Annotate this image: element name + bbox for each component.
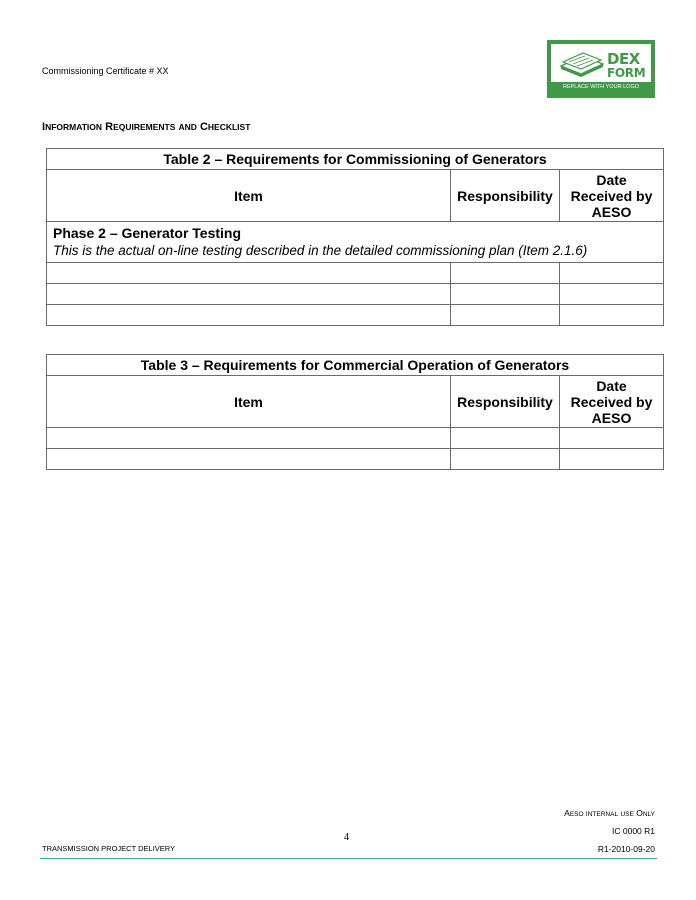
section-heading-text: INFORMATION REQUIREMENTS AND CHECKLIST	[42, 121, 251, 133]
column-header-responsibility: Responsibility	[451, 170, 560, 222]
date-cell[interactable]	[560, 428, 664, 449]
date-cell[interactable]	[560, 284, 664, 305]
table-row	[47, 263, 664, 284]
table-title: Table 3 – Requirements for Commercial Operation of Generators	[47, 355, 664, 376]
footer-revision: R1-2010-09-20	[597, 844, 655, 854]
certificate-title: Commissioning Certificate # XX	[42, 66, 169, 76]
item-cell[interactable]	[47, 263, 451, 284]
responsibility-cell[interactable]	[451, 305, 560, 326]
page-number: 4	[344, 832, 349, 843]
table-row	[47, 428, 664, 449]
logo-tagline: REPLACE WITH YOUR LOGO	[563, 84, 639, 90]
phase-title: Phase 2 – Generator Testing	[53, 225, 242, 241]
date-cell[interactable]	[560, 263, 664, 284]
footer-department: TRANSMISSION PROJECT DELIVERY	[42, 844, 176, 853]
date-header-line: Received by	[570, 187, 653, 204]
column-header-item: Item	[47, 376, 451, 428]
date-header-line: AESO	[591, 203, 632, 220]
footer-classification	[564, 808, 655, 818]
table-title: Table 2 – Requirements for Commissioning of Generators	[47, 149, 664, 170]
responsibility-cell[interactable]	[451, 449, 560, 470]
document-stack-icon	[559, 50, 605, 80]
date-header-line: Received by	[570, 393, 653, 410]
date-header-line: Date	[596, 171, 627, 188]
date-cell[interactable]	[560, 305, 664, 326]
date-header-line: Date	[596, 377, 627, 394]
phase-row	[47, 222, 664, 263]
footer-doc-id: IC 0000 R1	[612, 826, 655, 836]
item-cell[interactable]	[47, 284, 451, 305]
responsibility-cell[interactable]	[451, 284, 560, 305]
column-header-item: Item	[47, 170, 451, 222]
table-row	[47, 449, 664, 470]
phase-description: This is the actual on-line testing described in the detailed commissioning plan (Item 2.1.6)	[53, 243, 588, 258]
section-heading	[42, 121, 250, 133]
table-row	[47, 305, 664, 326]
column-header-date	[560, 376, 664, 428]
responsibility-cell[interactable]	[451, 428, 560, 449]
column-header-responsibility: Responsibility	[451, 376, 560, 428]
logo-text-form: FORM	[607, 66, 646, 80]
date-header-line: AESO	[591, 409, 632, 426]
footer-divider	[40, 858, 657, 859]
responsibility-cell[interactable]	[451, 263, 560, 284]
footer-classification-text: AESO INTERNAL USE ONLY	[564, 808, 655, 818]
commercial-operation-table	[46, 354, 664, 470]
company-logo	[547, 40, 655, 98]
date-cell[interactable]	[560, 449, 664, 470]
commissioning-table	[46, 148, 664, 326]
item-cell[interactable]	[47, 449, 451, 470]
column-header-date	[560, 170, 664, 222]
logo-text-dex: DEX	[607, 50, 640, 68]
item-cell[interactable]	[47, 428, 451, 449]
item-cell[interactable]	[47, 305, 451, 326]
table-row	[47, 284, 664, 305]
logo-panel	[551, 44, 651, 82]
